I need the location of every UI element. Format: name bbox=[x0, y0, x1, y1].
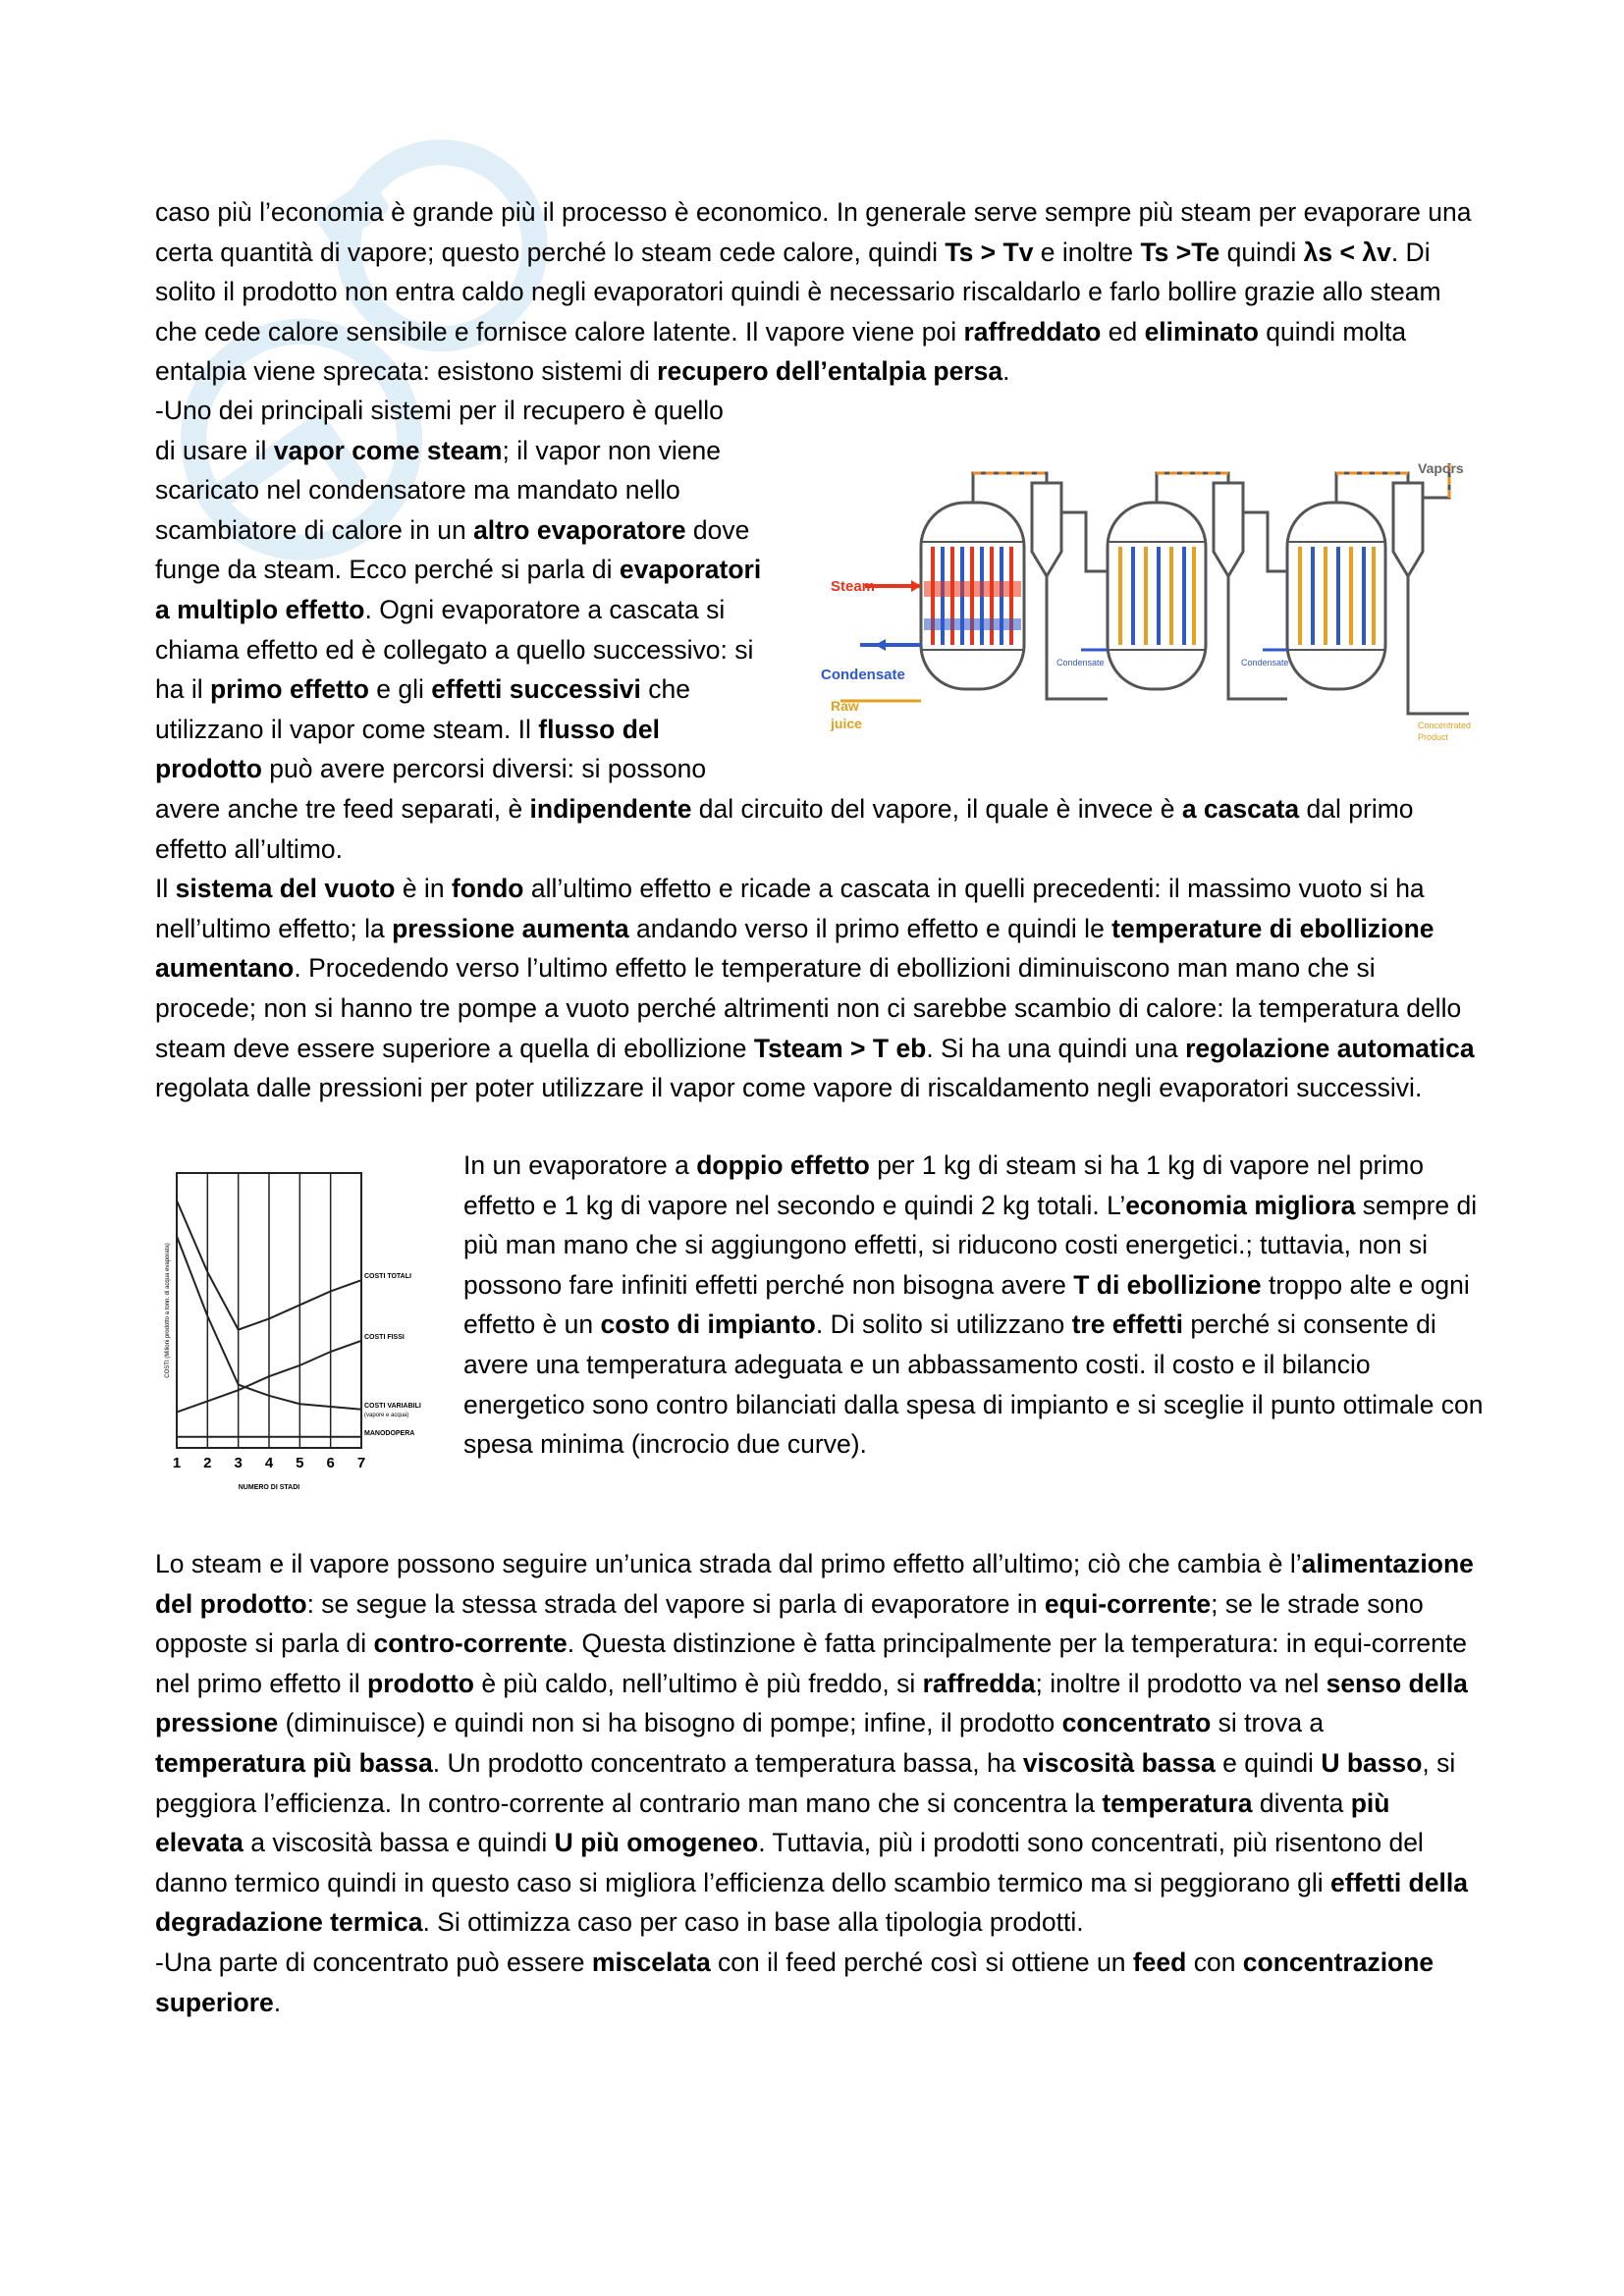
label-raw: Raw bbox=[831, 698, 859, 714]
x-tick-label: 7 bbox=[356, 1455, 366, 1471]
x-tick-label: 1 bbox=[172, 1455, 182, 1471]
label-condensate: Condensate bbox=[821, 667, 905, 683]
label-vapors: Vapors bbox=[1418, 460, 1464, 476]
y-axis-label: COSTI (Milioni prodotto a tonn. di acqua evaporata) bbox=[165, 1243, 171, 1378]
x-tick-label: 4 bbox=[264, 1455, 274, 1471]
label-concentrated: Concentrated bbox=[1418, 721, 1472, 730]
x-tick-label: 3 bbox=[234, 1455, 243, 1471]
costs-vs-stages-chart bbox=[155, 1153, 450, 1519]
label-steam: Steam bbox=[831, 578, 876, 595]
paragraph-co-counter-current: Lo steam e il vapore possono seguire un’unica strada dal primo effetto all’ultimo; ciò che cambia è l’alimentazione del prodotto: se segue la stessa strada del vapore si parla di evaporatore in equi-corrente; se le strade sono opposte si parla di contro-corrente. Questa distinzione è fatta principalmente per la temperatura: in equi-corrente nel primo effetto il prodotto è più caldo, nell’ultimo è più freddo, si raffredda; inoltre il prodotto va nel senso della pressione (diminuisce) e quindi non si ha bisogno di pompe; infine, il prodotto concentrato si trova a temperatura più bassa. Un prodotto concentrato a temperatura bassa, ha viscosità bassa e quindi U basso, si peggiora l’efficienza. In contro-corrente al contrario man mano che si concentra la temperatura diventa più elevata a viscosità bassa e quindi U più omogeneo. Tuttavia, più i prodotti sono concentrati, più risentono del danno termico quindi in questo caso si migliora l’efficienza dello scambio termico ma si peggiorano gli effetti della degradazione termica. Si ottimizza caso per caso in base alla tipologia prodotti. -Una parte di concentrato può essere miscelata con il feed perché così si ottiene un feed con concentrazione superiore. bbox=[155, 1549, 1474, 2017]
series-label: COSTI VARIABILI bbox=[364, 1402, 421, 1410]
x-tick-label: 2 bbox=[203, 1455, 212, 1471]
label-juice: juice bbox=[831, 716, 862, 731]
label-product: Product bbox=[1418, 732, 1449, 742]
evaporator-effect-2 bbox=[1108, 503, 1206, 689]
x-tick-label: 6 bbox=[326, 1455, 335, 1471]
paragraph-vacuum-system: avere anche tre feed separati, è indipendente dal circuito del vapore, il quale è invece è a cascata dal primo effetto all’ultimo. Il sistema del vuoto è in fondo all’ultimo effetto e ricade a cascata in quelli precedenti: il massimo vuoto si ha nell’ultimo effetto; la pressione aumenta andando verso il primo effetto e quindi le temperature di ebollizione aumentano. Procedendo verso l’ultimo effetto le temperature di ebollizioni diminuiscono man mano che si procede; non si hanno tre pompe a vuoto perché altrimenti non ci sarebbe scambio di calore: la temperatura dello steam deve essere superiore a quella di ebollizione Tsteam > T eb. Si ha una quindi una regolazione automatica regolata dalle pressioni per poter utilizzare il vapor come vapore di riscaldamento negli evaporatori successivi. bbox=[155, 794, 1475, 1103]
series-label: COSTI FISSI bbox=[364, 1333, 405, 1341]
evaporator-effect-1 bbox=[921, 503, 1024, 689]
x-axis-label: NUMERO DI STADI bbox=[238, 1484, 300, 1491]
label-condensate-small-1: Condensate bbox=[1056, 658, 1105, 667]
label-condensate-small-2: Condensate bbox=[1241, 658, 1289, 667]
x-tick-label: 5 bbox=[296, 1455, 304, 1471]
paragraph-multiple-effect: -Uno dei principali sistemi per il recupero è quello di usare il vapor come steam; il vapor non viene scaricato nel condensatore ma mandato nello scambiatore di calore in un altro evaporatore dove funge da steam. Ecco perché si parla di evaporatori a multiplo effetto. Ogni evaporatore a cascata si chiama effetto ed è collegato a quello successivo: si ha il primo effetto e gli effetti successivi che utilizzano il vapor come steam. Il flusso del prodotto può avere percorsi diversi: si possono bbox=[155, 396, 762, 784]
multiple-effect-evaporator-figure bbox=[821, 454, 1484, 748]
evaporator-effect-3 bbox=[1287, 503, 1385, 689]
paragraph-double-effect: In un evaporatore a doppio effetto per 1 kg di steam si ha 1 kg di vapore nel primo effetto e 1 kg di vapore nel secondo e quindi 2 kg totali. L’economia migliora sempre di più man mano che si aggiungono effetti, si riducono costi energetici.; tuttavia, non si possono fare infiniti effetti perché non bisogna avere T di ebollizione troppo alte e ogni effetto è un costo di impianto. Di solito si utilizzano tre effetti perché si consente di avere una temperatura adeguata e un abbassamento costi. il costo e il bilancio energetico sono contro bilanciati dalla spesa di impianto e si sceglie il punto ottimale con spesa minima (incrocio due curve). bbox=[463, 1150, 1484, 1460]
paragraph-economy: caso più l’economia è grande più il processo è economico. In generale serve sempre più steam per evaporare una certa quantità di vapore; questo perché lo steam cede calore, quindi Ts > Tv e inoltre Ts >Te quindi λs < λv. Di solito il prodotto non entra caldo negli evaporatori quindi è necessario riscaldarlo e farlo bollire grazie allo steam che cede calore sensibile e fornisce calore latente. Il vapore viene poi raffreddato ed eliminato quindi molta entalpia viene sprecata: esistono sistemi di recupero dell’entalpia persa. bbox=[155, 197, 1472, 387]
series-label: MANODOPERA bbox=[364, 1429, 415, 1437]
series-label: COSTI TOTALI bbox=[364, 1273, 411, 1281]
series-label-sub: (vapore e acqua) bbox=[364, 1412, 409, 1418]
